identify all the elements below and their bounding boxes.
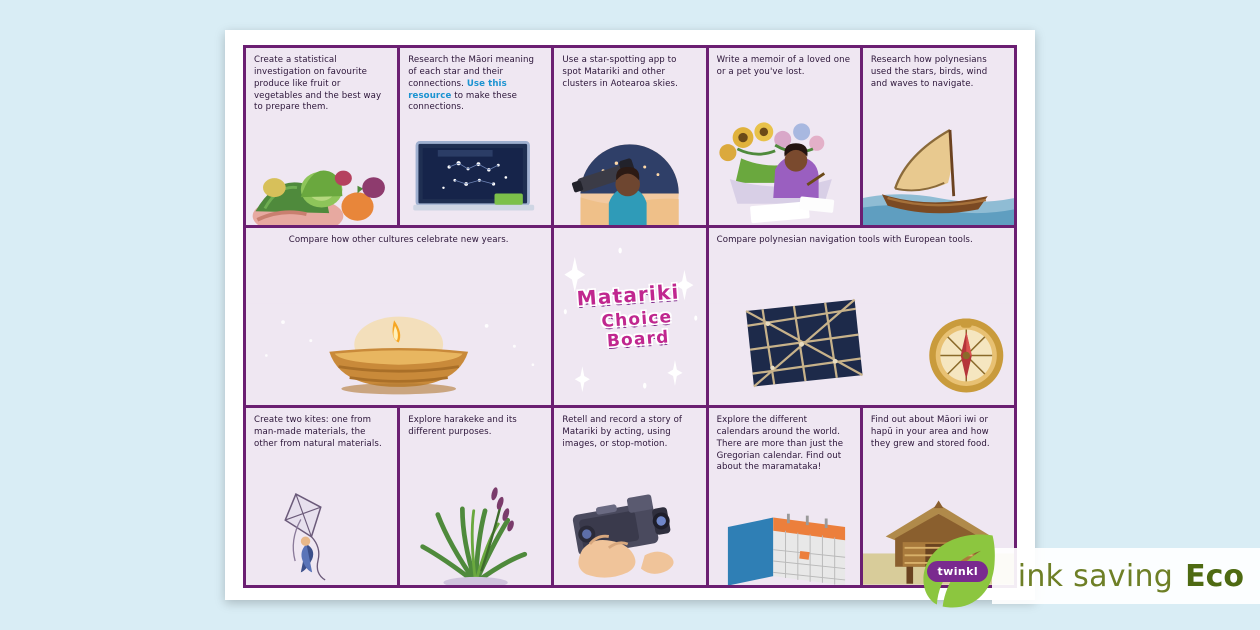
board-title: [554, 278, 705, 355]
choice-card-retell-record-story[interactable]: [554, 408, 705, 585]
card-text: Research how polynesians used the stars, birds, wind and waves to navigate.: [870, 55, 988, 89]
kites-illustration: [246, 482, 397, 585]
vegetables-illustration: [246, 98, 397, 225]
board-title-line2: Choice Board: [601, 307, 674, 352]
card-text-after: to make these connections.: [408, 90, 518, 113]
diya-lamp-illustration: [246, 278, 551, 405]
board-title-line1: Matariki: [576, 279, 681, 311]
card-text-before: Research the Māori meaning of each star and their connections.: [408, 55, 535, 89]
choice-card-statistical-investigation[interactable]: [246, 48, 397, 225]
card-text: [400, 48, 551, 114]
ink-saving-label: ink saving: [1017, 558, 1174, 594]
choice-card-write-memoir[interactable]: [709, 48, 860, 225]
card-text: Retell and record a story of Matariki by acting, using images, or stop-motion.: [562, 415, 683, 449]
board-title-cell: [554, 228, 705, 405]
card-text: Compare how other cultures celebrate new years.: [288, 235, 509, 245]
card-text: Create a statistical investigation on favourite produce like fruit or vegetables and the best way to prepare them.: [254, 55, 382, 113]
card-text: Create two kites: one from man-made materials, the other from natural materials.: [254, 415, 382, 449]
eco-label: Eco: [1185, 558, 1244, 594]
card-text: Explore harakeke and its different purposes.: [408, 415, 517, 437]
board-row: [246, 228, 1014, 405]
eco-label-bar: [992, 548, 1260, 604]
card-text: Use a star-spotting app to spot Matariki and other clusters in Aotearoa skies.: [562, 55, 678, 89]
person-writing-flowers-illustration: [709, 98, 860, 225]
card-text: Compare polynesian navigation tools with European tools.: [716, 235, 973, 245]
resource-link[interactable]: Use this resource: [408, 78, 507, 101]
calendar-illustration: [709, 482, 860, 585]
choice-card-create-two-kites[interactable]: [246, 408, 397, 585]
choice-card-other-cultures-new-years[interactable]: [246, 228, 551, 405]
card-text: Find out about Māori iwi or hapū in your area and how they grew and stored food.: [870, 415, 990, 449]
video-camera-illustration: [554, 482, 705, 585]
twinkl-logo: twinkl: [927, 561, 988, 582]
choice-card-navigation-tools-compare[interactable]: [709, 228, 1014, 405]
board-row: [246, 408, 1014, 585]
waka-sailing-illustration: [863, 98, 1014, 225]
telescope-person-illustration: [554, 122, 705, 225]
choice-card-polynesian-navigation[interactable]: [863, 48, 1014, 225]
choice-card-star-spotting-app[interactable]: [554, 48, 705, 225]
choice-card-explore-calendars[interactable]: [709, 408, 860, 585]
choice-card-maori-star-meanings[interactable]: [400, 48, 551, 225]
card-text: Explore the different calendars around the world. There are more than just the Gregorian calendar. Find out about the maramataka!: [716, 415, 844, 473]
board-row: [246, 48, 1014, 225]
stick-chart-compass-illustration: [709, 278, 1014, 405]
document-page: [225, 30, 1035, 600]
flax-plant-illustration: [400, 458, 551, 585]
choice-card-explore-harakeke[interactable]: [400, 408, 551, 585]
card-text: Write a memoir of a loved one or a pet you've lost.: [716, 55, 851, 77]
star-map-screen-illustration: [400, 122, 551, 225]
choice-board: [243, 45, 1017, 588]
